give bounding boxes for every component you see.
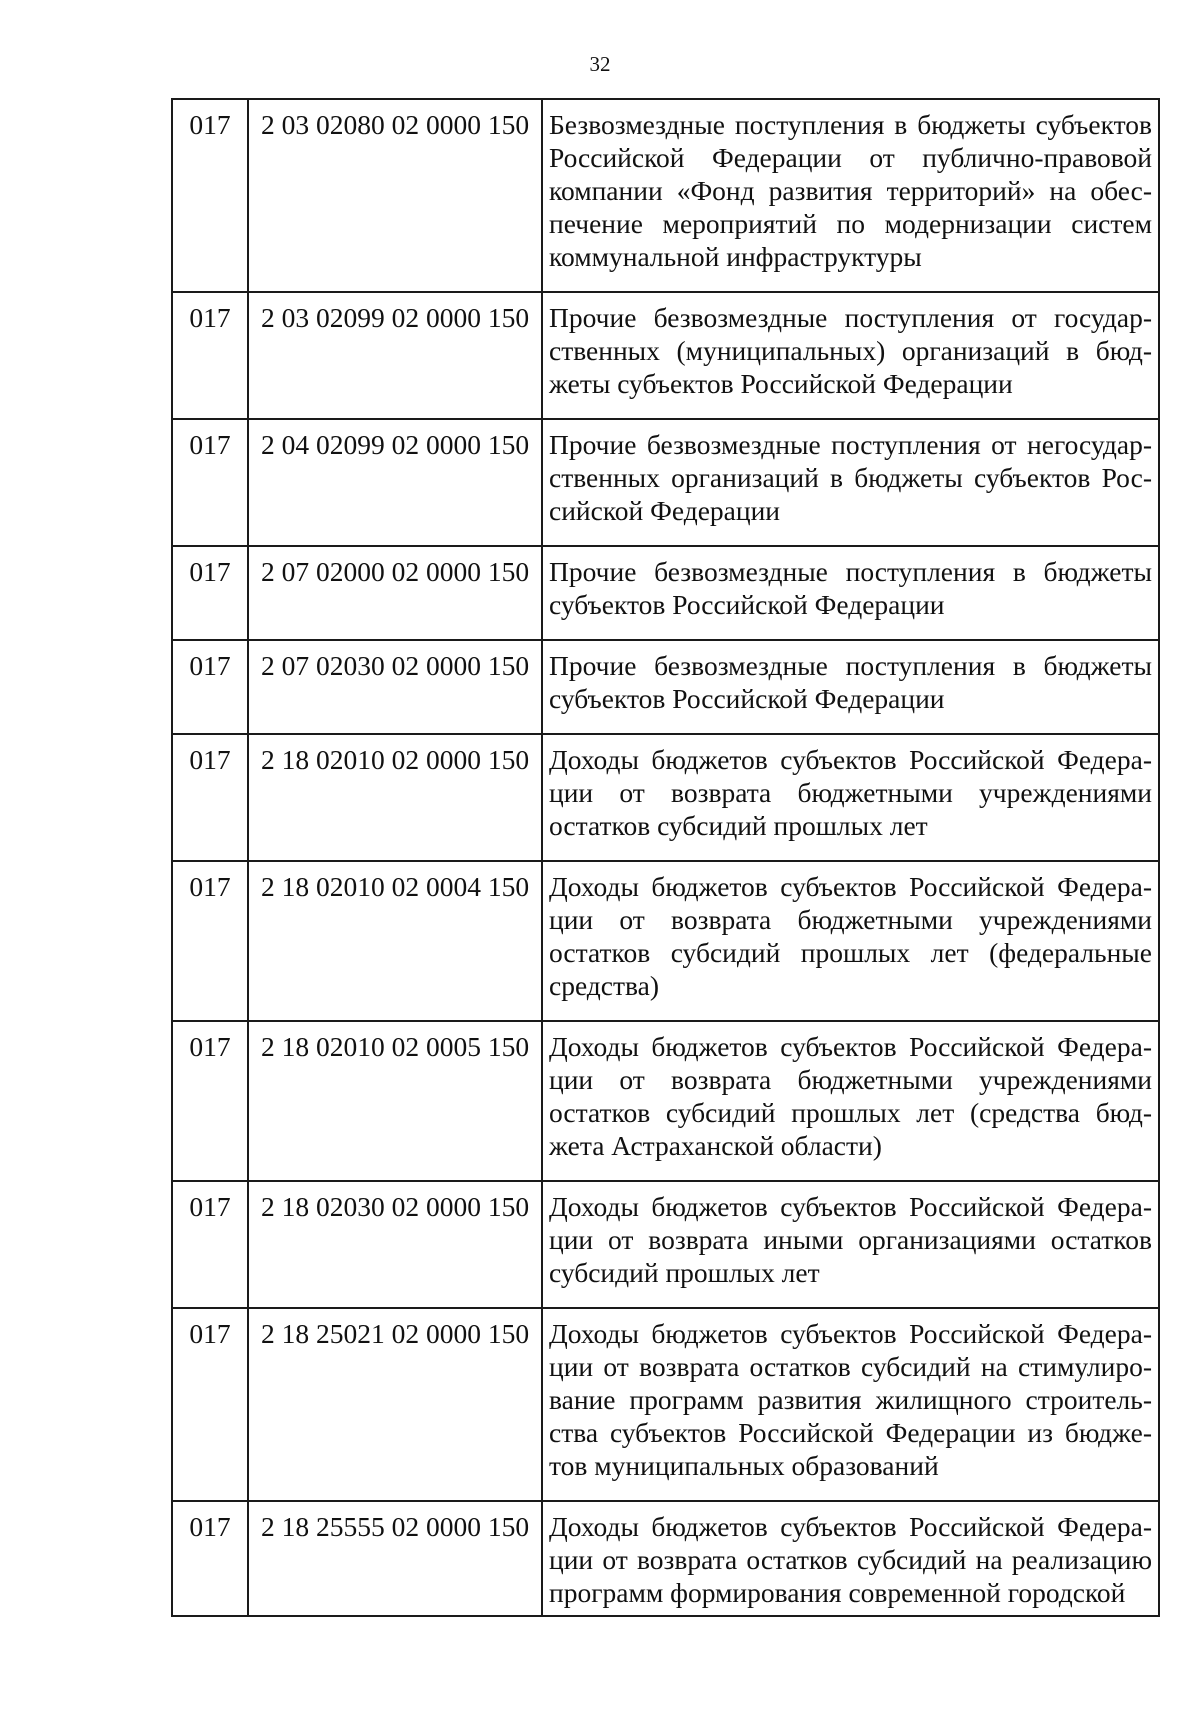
income-code-cell: 2 07 02000 02 0000 150 <box>248 546 542 640</box>
admin-code-cell: 017 <box>172 1501 248 1616</box>
table-row <box>172 1308 1159 1501</box>
table-row <box>172 99 1159 292</box>
table-row <box>172 546 1159 640</box>
income-code-cell: 2 18 02010 02 0004 150 <box>248 861 542 1021</box>
admin-code-cell: 017 <box>172 292 248 419</box>
description-cell: Прочие безвозмездные поступления от негосударственных организаций в бюджеты субъектов Российской Федерации <box>542 419 1159 546</box>
description-cell: Доходы бюджетов субъектов Российской Федерации от возврата остатков субсидий на реализацию программ формирования современной городской <box>542 1501 1159 1616</box>
income-code-cell: 2 04 02099 02 0000 150 <box>248 419 542 546</box>
income-code-cell: 2 03 02080 02 0000 150 <box>248 99 542 292</box>
table-row <box>172 419 1159 546</box>
admin-code-cell: 017 <box>172 1181 248 1308</box>
income-code-cell: 2 07 02030 02 0000 150 <box>248 640 542 734</box>
income-code-cell: 2 18 25021 02 0000 150 <box>248 1308 542 1501</box>
table-row <box>172 1181 1159 1308</box>
description-cell: Доходы бюджетов субъектов Российской Федерации от возврата бюджетными учреждениями остатков субсидий прошлых лет (федеральные средства) <box>542 861 1159 1021</box>
income-code-cell: 2 18 02010 02 0005 150 <box>248 1021 542 1181</box>
page-number: 32 <box>589 52 611 76</box>
admin-code-cell: 017 <box>172 640 248 734</box>
description-cell: Доходы бюджетов субъектов Российской Федерации от возврата остатков субсидий на стимулирование программ развития жилищного строительства субъектов Российской Федерации из бюджетов муниципальных образований <box>542 1308 1159 1501</box>
description-cell: Прочие безвозмездные поступления от государственных (муниципальных) организаций в бюджеты субъектов Российской Федерации <box>542 292 1159 419</box>
description-cell: Доходы бюджетов субъектов Российской Федерации от возврата бюджетными учреждениями остатков субсидий прошлых лет (средства бюджета Астраханской области) <box>542 1021 1159 1181</box>
table-row <box>172 640 1159 734</box>
description-cell: Доходы бюджетов субъектов Российской Федерации от возврата иными организациями остатков субсидий прошлых лет <box>542 1181 1159 1308</box>
budget-revenue-table <box>171 98 1160 1617</box>
income-code-cell: 2 03 02099 02 0000 150 <box>248 292 542 419</box>
admin-code-cell: 017 <box>172 861 248 1021</box>
description-cell: Прочие безвозмездные поступления в бюджеты субъектов Российской Федерации <box>542 546 1159 640</box>
table-row <box>172 734 1159 861</box>
table-row <box>172 1021 1159 1181</box>
admin-code-cell: 017 <box>172 99 248 292</box>
description-cell: Доходы бюджетов субъектов Российской Федерации от возврата бюджетными учреждениями остатков субсидий прошлых лет <box>542 734 1159 861</box>
admin-code-cell: 017 <box>172 419 248 546</box>
income-code-cell: 2 18 02030 02 0000 150 <box>248 1181 542 1308</box>
admin-code-cell: 017 <box>172 1308 248 1501</box>
income-code-cell: 2 18 25555 02 0000 150 <box>248 1501 542 1616</box>
admin-code-cell: 017 <box>172 1021 248 1181</box>
table-row <box>172 292 1159 419</box>
admin-code-cell: 017 <box>172 546 248 640</box>
table-row <box>172 861 1159 1021</box>
income-code-cell: 2 18 02010 02 0000 150 <box>248 734 542 861</box>
admin-code-cell: 017 <box>172 734 248 861</box>
table-row <box>172 1501 1159 1616</box>
description-cell: Безвозмездные поступления в бюджеты субъектов Российской Федерации от публично-правовой компании «Фонд развития территорий» на обеспечение мероприятий по модернизации систем коммунальной инфраструктуры <box>542 99 1159 292</box>
description-cell: Прочие безвозмездные поступления в бюджеты субъектов Российской Федерации <box>542 640 1159 734</box>
